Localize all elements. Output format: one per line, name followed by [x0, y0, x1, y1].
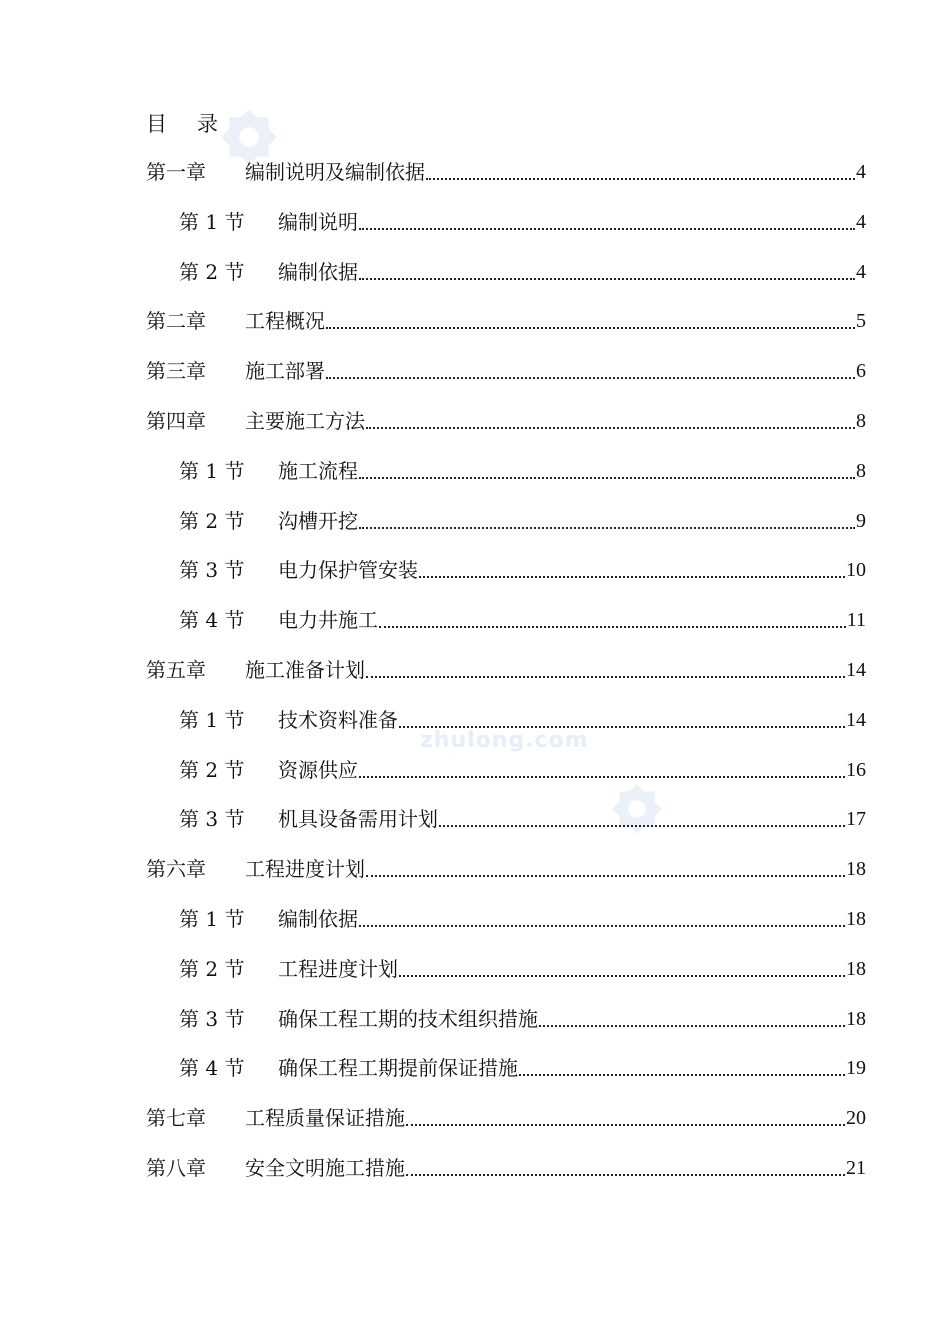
toc-entry-title: 沟槽开挖: [278, 509, 358, 533]
toc-entry-number: 第三章: [146, 359, 206, 383]
toc-entry-title: 编制说明: [278, 210, 358, 234]
toc-page-number: 18: [846, 908, 866, 930]
toc-dot-leader: [366, 655, 845, 678]
toc-dot-leader: [426, 157, 855, 180]
toc-entry-title: 工程质量保证措施: [245, 1106, 405, 1130]
toc-title-left: 目: [146, 112, 167, 136]
toc-entry-title: 编制依据: [278, 907, 358, 931]
toc-dot-leader: [419, 555, 845, 578]
toc-section-entry[interactable]: [179, 207, 866, 237]
toc-entry-title: 确保工程工期的技术组织措施: [278, 1007, 538, 1031]
toc-entry-title: 技术资料准备: [278, 708, 398, 732]
toc-entry-number: 第 3 节: [179, 558, 245, 582]
toc-page-number: 18: [846, 958, 866, 980]
toc-section-entry[interactable]: [179, 904, 866, 934]
toc-section-entry[interactable]: [179, 1004, 866, 1034]
toc-dot-leader: [359, 456, 855, 479]
toc-entry-title: 施工流程: [278, 459, 358, 483]
toc-dot-leader: [539, 1004, 845, 1027]
toc-entry-number: 第 2 节: [179, 758, 245, 782]
toc-chapter-entry[interactable]: [146, 655, 866, 685]
toc-dot-leader: [366, 854, 845, 877]
toc-section-entry[interactable]: [179, 605, 866, 635]
toc-page-number: 6: [856, 360, 866, 382]
toc-section-entry[interactable]: [179, 257, 866, 287]
toc-page-number: 20: [846, 1107, 866, 1129]
toc-entry-number: 第 4 节: [179, 608, 245, 632]
toc-entry-title: 电力保护管安装: [278, 558, 418, 582]
toc-section-entry[interactable]: [179, 705, 866, 735]
toc-dot-leader: [406, 1153, 845, 1176]
toc-chapter-entry[interactable]: [146, 356, 866, 386]
toc-chapter-entry[interactable]: [146, 854, 866, 884]
toc-dot-leader: [366, 406, 855, 429]
toc-section-entry[interactable]: [179, 456, 866, 486]
toc-page-number: 4: [856, 261, 866, 283]
toc-entry-number: 第六章: [146, 857, 206, 881]
toc-section-entry[interactable]: [179, 506, 866, 536]
toc-chapter-entry[interactable]: [146, 1153, 866, 1183]
toc-page-number: 8: [856, 460, 866, 482]
toc-page-number: 4: [856, 211, 866, 233]
toc-entry-number: 第四章: [146, 409, 206, 433]
toc-entry-title: 编制依据: [278, 260, 358, 284]
toc-entry-title: 施工准备计划: [245, 658, 365, 682]
toc-entry-number: 第 1 节: [179, 210, 245, 234]
toc-entry-number: 第 3 节: [179, 807, 245, 831]
watermark-text: zhulong.com: [420, 728, 589, 753]
toc-page-number: 8: [856, 410, 866, 432]
toc-entry-number: 第 3 节: [179, 1007, 245, 1031]
toc-chapter-entry[interactable]: [146, 157, 866, 187]
toc-dot-leader: [359, 506, 855, 529]
toc-entry-title: 主要施工方法: [245, 409, 365, 433]
toc-section-entry[interactable]: [179, 1053, 866, 1083]
toc-dot-leader: [406, 1103, 845, 1126]
toc-chapter-entry[interactable]: [146, 1103, 866, 1133]
toc-page-number: 5: [856, 310, 866, 332]
toc-page-number: 19: [846, 1057, 866, 1079]
toc-entry-title: 电力井施工: [278, 608, 378, 632]
toc-section-entry[interactable]: [179, 804, 866, 834]
toc-page-number: 14: [846, 709, 866, 731]
toc-entry-number: 第二章: [146, 309, 206, 333]
toc-entry-title: 确保工程工期提前保证措施: [278, 1056, 518, 1080]
toc-entry-number: 第一章: [146, 160, 206, 184]
toc-section-entry[interactable]: [179, 755, 866, 785]
toc-page-number: 17: [846, 808, 866, 830]
toc-page-number: 16: [846, 759, 866, 781]
toc-dot-leader: [399, 954, 845, 977]
toc-entry-title: 安全文明施工措施: [245, 1156, 405, 1180]
toc-entry-number: 第 4 节: [179, 1056, 245, 1080]
toc-page-number: 10: [846, 559, 866, 581]
toc-page-number: 18: [846, 858, 866, 880]
toc-dot-leader: [519, 1053, 845, 1076]
toc-entry-title: 工程进度计划: [245, 857, 365, 881]
toc-entry-number: 第八章: [146, 1156, 206, 1180]
toc-entry-title: 机具设备需用计划: [278, 807, 438, 831]
toc-chapter-entry[interactable]: [146, 406, 866, 436]
toc-entry-number: 第 2 节: [179, 260, 245, 284]
toc-title-right: 录: [197, 112, 218, 136]
toc-title: [146, 108, 218, 138]
toc-entry-title: 编制说明及编制依据: [245, 160, 425, 184]
toc-entry-title: 施工部署: [245, 359, 325, 383]
toc-dot-leader: [399, 705, 845, 728]
toc-entry-number: 第 1 节: [179, 459, 245, 483]
toc-entry-number: 第 1 节: [179, 907, 245, 931]
toc-entry-title: 工程概况: [245, 309, 325, 333]
toc-page-number: 4: [856, 161, 866, 183]
toc-page-number: 21: [846, 1157, 866, 1179]
toc-entry-title: 工程进度计划: [278, 957, 398, 981]
toc-dot-leader: [359, 755, 845, 778]
toc-chapter-entry[interactable]: [146, 306, 866, 336]
toc-dot-leader: [359, 257, 855, 280]
toc-entry-number: 第五章: [146, 658, 206, 682]
toc-dot-leader: [359, 904, 845, 927]
toc-section-entry[interactable]: [179, 555, 866, 585]
toc-entry-number: 第 2 节: [179, 509, 245, 533]
toc-section-entry[interactable]: [179, 954, 866, 984]
toc-entry-number: 第 2 节: [179, 957, 245, 981]
toc-page-number: 11: [846, 609, 866, 631]
toc-page-number: 14: [846, 659, 866, 681]
toc-dot-leader: [326, 356, 855, 379]
toc-page-number: 18: [846, 1008, 866, 1030]
toc-entry-title: 资源供应: [278, 758, 358, 782]
toc-page-number: 9: [856, 510, 866, 532]
toc-dot-leader: [439, 804, 845, 827]
toc-dot-leader: [379, 605, 846, 628]
toc-entry-number: 第 1 节: [179, 708, 245, 732]
toc-dot-leader: [359, 207, 855, 230]
toc-entry-number: 第七章: [146, 1106, 206, 1130]
toc-dot-leader: [326, 306, 855, 329]
